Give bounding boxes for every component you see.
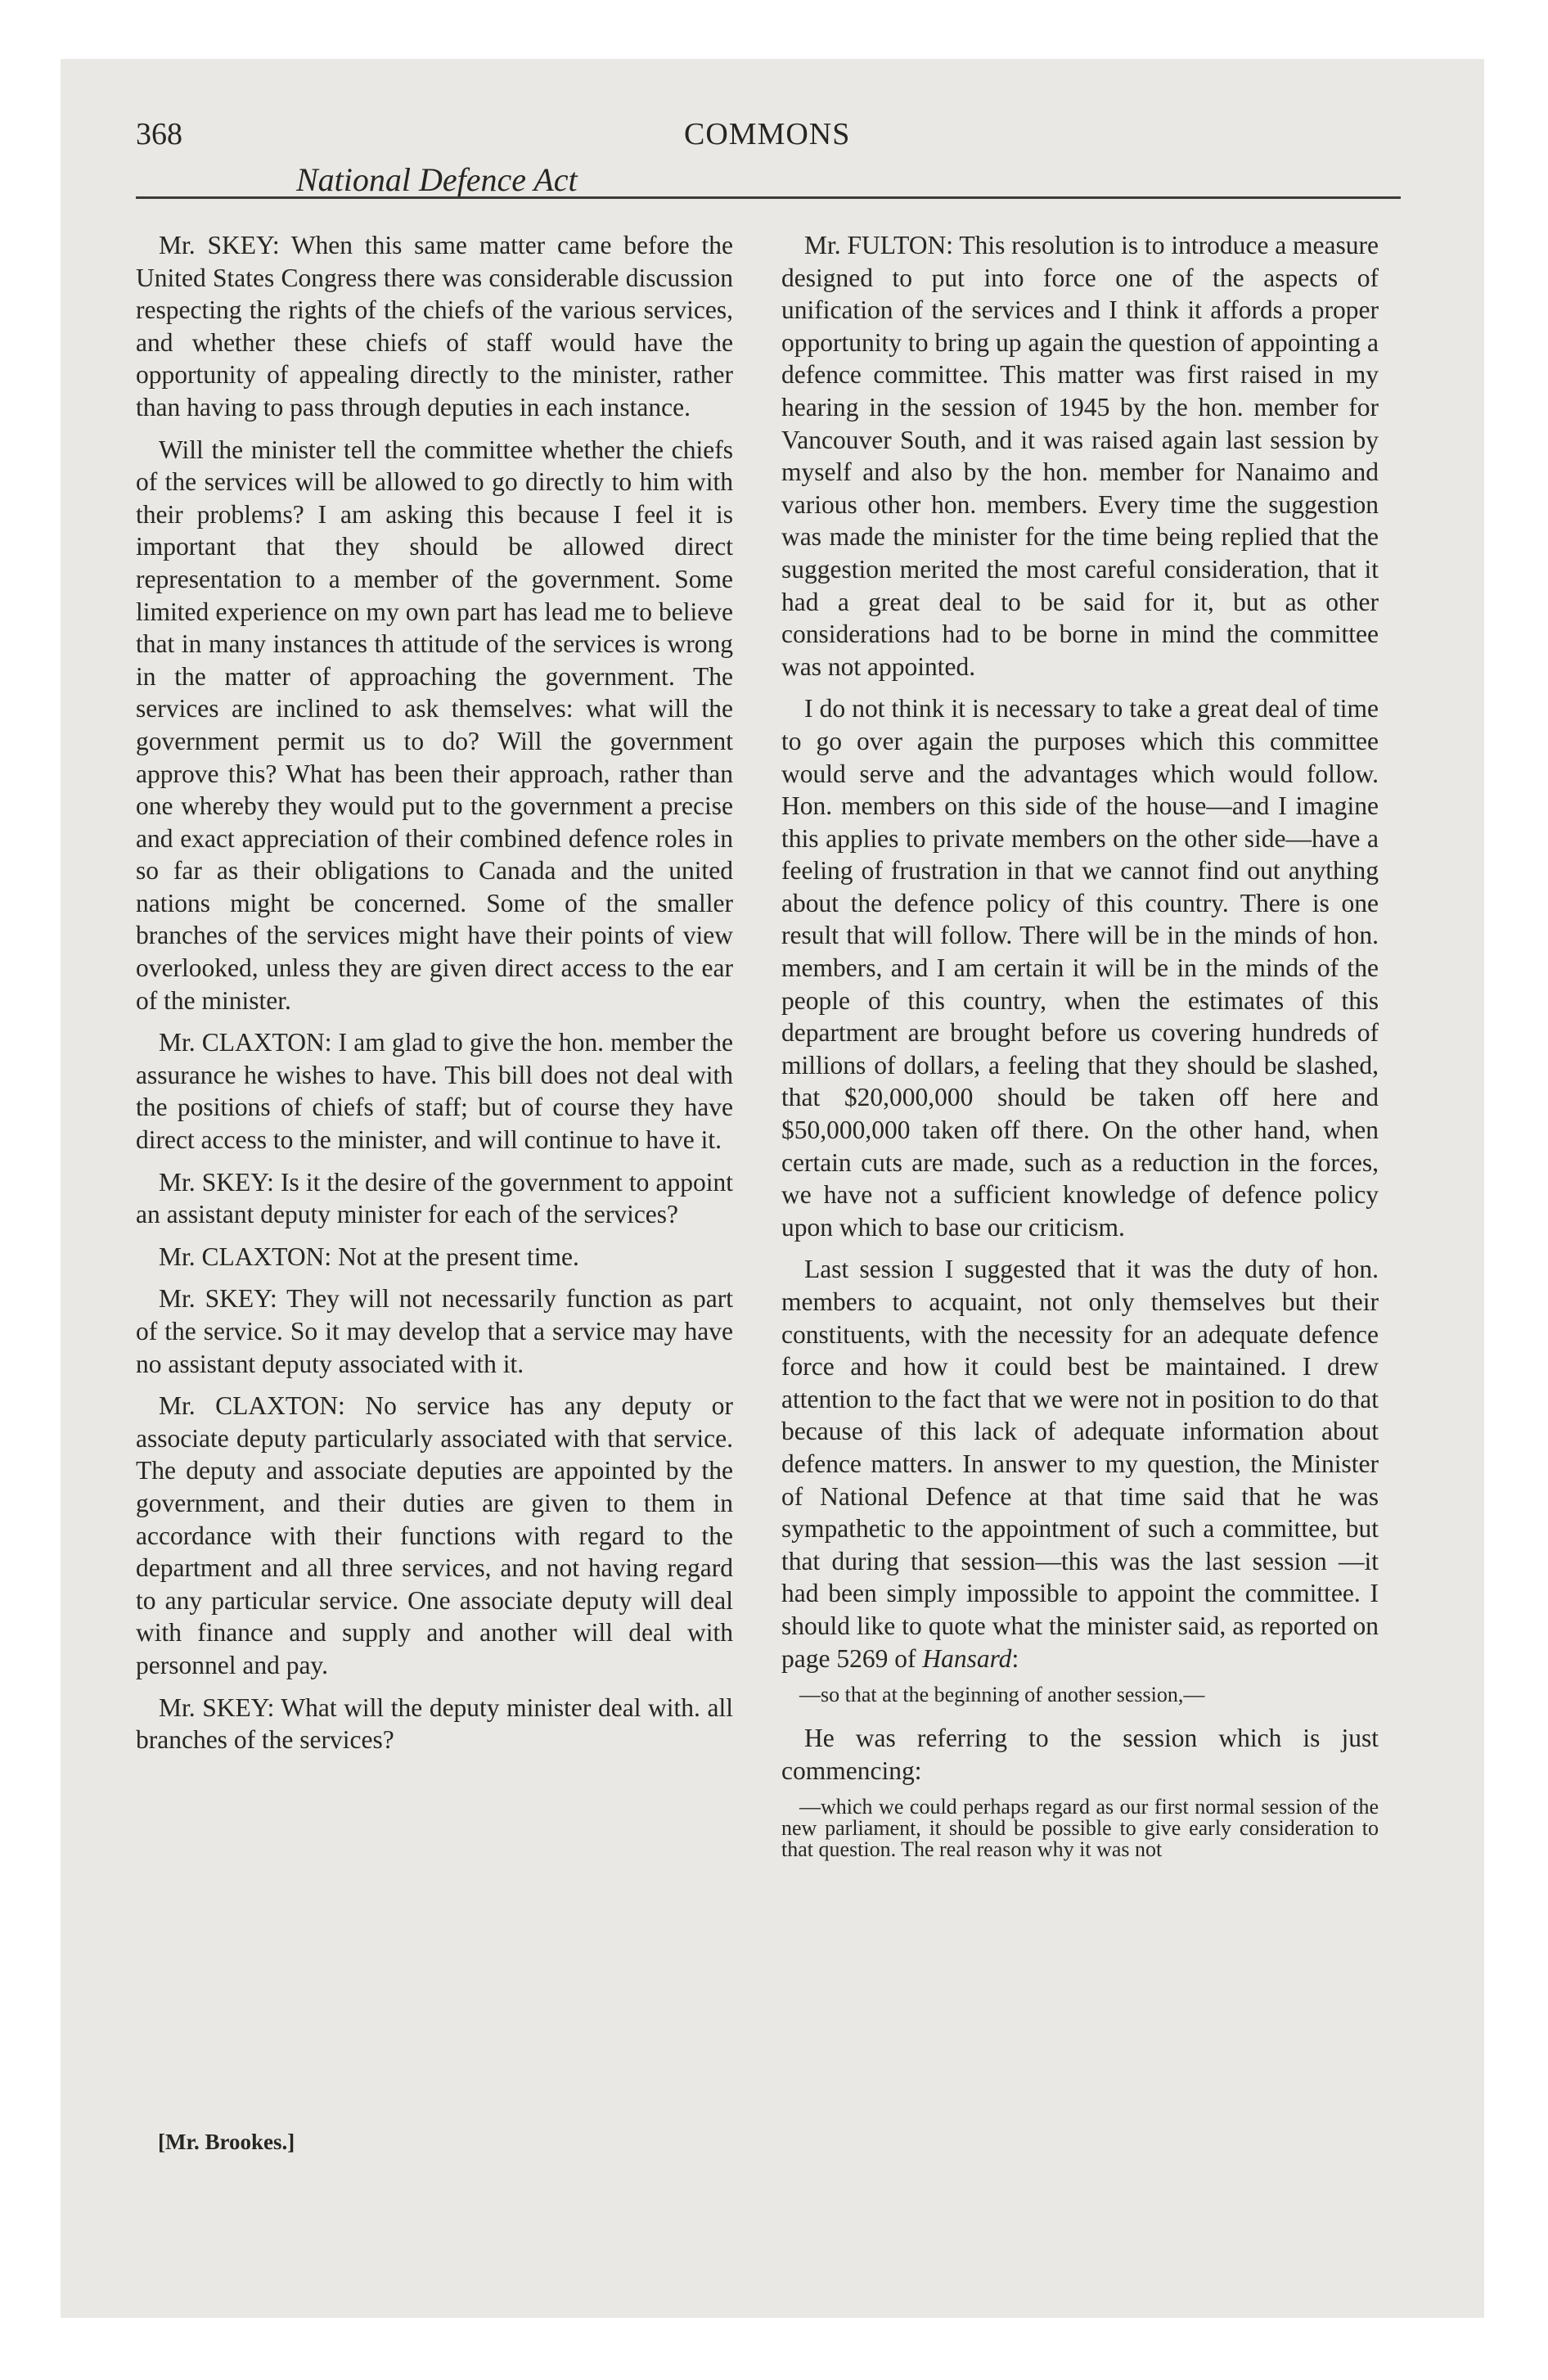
block-quote: —which we could perhaps regard as our first normal session of the new parliament, it should be possible to give early consideration to that question. The real reason why it was not	[781, 1795, 1379, 1862]
paragraph-text: I do not think it is necessary to take a great deal of time to go over again the purposes which this committee would serve and the advantages which would follow. Hon. members on this side of the house—and I imagine this applies to private members on the other side—have a feeling of frustration in that we cannot find out anything about the defence policy of this country. There is one result that will follow. There will be in the minds of hon. members, and I am certain it will be in the minds of the people of this country, when the estimates of this department are brought before us covering hundreds of millions of dollars, a feeling that they should be slashed, that $20,000,000 should be taken off here and $50,000,000 taken off there. On the other hand, when certain cuts are made, such as a reduction in the forces, we have not a sufficient knowledge of defence policy upon which to base our criticism.	[781, 694, 1379, 1242]
paragraph	[136, 1282, 733, 1380]
paragraph-text: Will the minister tell the committee whether the chiefs of the services will be allowed to go directly to him with their problems? I am asking this because I feel it is important that they should be allowed direct representation to a member of the government. Some limited experience on my own part has lead me to believe that in many instances th attitude of the services is wrong in the matter of approaching the government. The services are inclined to ask themselves: what will the government permit us to do? Will the government approve this? What has been their approach, rather than one whereby they would put to the government a precise and exact appreciation of their combined defence roles in so far as their obligations to Canada and the united nations might be concerned. Some of the smaller branches of the services might have their points of view overlooked, unless they are given direct access to the ear of the minister.	[136, 435, 733, 1015]
paragraph-text: Is it the desire of the government to appoint an assistant deputy minister for each of the services?	[136, 1167, 733, 1229]
paragraph	[781, 1722, 1379, 1787]
paragraph-text: When this same matter came before the United States Congress there was considerable discussion respecting the rights of the chiefs of the various services, and whether these chiefs of staff would have the opportunity of appealing directly to the minister, rather than having to pass through deputies in each instance.	[136, 231, 733, 421]
paragraph	[136, 434, 733, 1017]
paragraph-text: No service has any deputy or associate deputy particularly associated with that service. The deputy and associate deputies are appointed by the government, and their duties are given to them in accordance with their functions with regard to the department and all three services, and not having regard to any particular service. One associate deputy will deal with finance and supply and another will deal with personnel and pay.	[136, 1391, 733, 1679]
speaker-name: Mr. SKEY:	[159, 1167, 274, 1197]
paragraph-text: Last session I suggested that it was the duty of hon. members to acquaint, not only themselves but their constituents, with the necessity for an adequate defence force and how it could best be maintained. I drew attention to the fact that we were not in position to do that because of this lack of adequate information about defence matters. In answer to my question, the Minister of National Defence at that time said that he was sympathetic to the appointment of such a committee, but that during that session—this was the last session —it had been simply impossible to appoint the committee. I should like to quote what the minister said, as reported on page 5269 of	[781, 1255, 1379, 1673]
speaker-name: Mr. CLAXTON:	[159, 1242, 332, 1271]
speaker-name: Mr. CLAXTON:	[159, 1391, 345, 1421]
paragraph	[136, 1026, 733, 1156]
paragraph	[781, 1253, 1379, 1675]
speaker-name: Mr. SKEY:	[159, 1284, 277, 1314]
block-quote: —so that at the beginning of another session,—	[799, 1683, 1205, 1707]
footer-attribution: [Mr. Brookes.]	[158, 2130, 295, 2154]
left-column	[136, 229, 733, 1766]
running-title: COMMONS	[684, 117, 851, 151]
speaker-name: Mr. CLAXTON:	[159, 1028, 332, 1057]
paragraph-text: He was referring to the session which is just commencing:	[781, 1724, 1379, 1785]
hansard-citation: Hansard	[922, 1643, 1012, 1673]
right-column	[781, 229, 1379, 1877]
paragraph-text: They will not necessarily function as part of the service. So it may develop that a service may have no assistant deputy associated with it.	[136, 1284, 733, 1378]
paragraph-text: Not at the present time.	[331, 1242, 579, 1271]
paragraph-text: This resolution is to introduce a measure designed to put into force one of the aspects of unification of the services and I think it affords a proper opportunity to bring up again the question of appointing a defence committee. This matter was first raised in my hearing in the session of 1945 by the hon. member for Vancouver South, and it was raised again last session by myself and also by the hon. member for Nanaimo and various other hon. members. Every time the suggestion was made the minister for the time being replied that the suggestion merited the most careful consideration, that it had a great deal to be said for it, but as other considerations had to be borne in mind the committee was not appointed.	[781, 231, 1379, 681]
paragraph	[781, 692, 1379, 1243]
speaker-name: Mr. SKEY:	[159, 231, 280, 259]
speaker-name: Mr. SKEY:	[159, 1693, 275, 1722]
paragraph	[136, 229, 733, 424]
paragraph	[136, 1241, 733, 1273]
section-title: National Defence Act	[296, 161, 578, 198]
paragraph	[781, 229, 1379, 683]
page-number: 368	[136, 117, 182, 151]
page-header	[136, 115, 1401, 205]
speaker-name: Mr. FULTON:	[804, 231, 954, 259]
paragraph-text: What will the deputy minister deal with. all branches of the services?	[136, 1693, 733, 1755]
paragraph	[136, 1692, 733, 1756]
paragraph-text: I am glad to give the hon. member the assurance he wishes to have. This bill does not deal with the positions of chiefs of staff; but of course they have direct access to the minister, and will continue to have it.	[136, 1028, 733, 1155]
paragraph-text-end: :	[1011, 1643, 1019, 1673]
header-rule	[136, 196, 1401, 199]
paragraph	[136, 1166, 733, 1231]
paragraph	[136, 1390, 733, 1681]
